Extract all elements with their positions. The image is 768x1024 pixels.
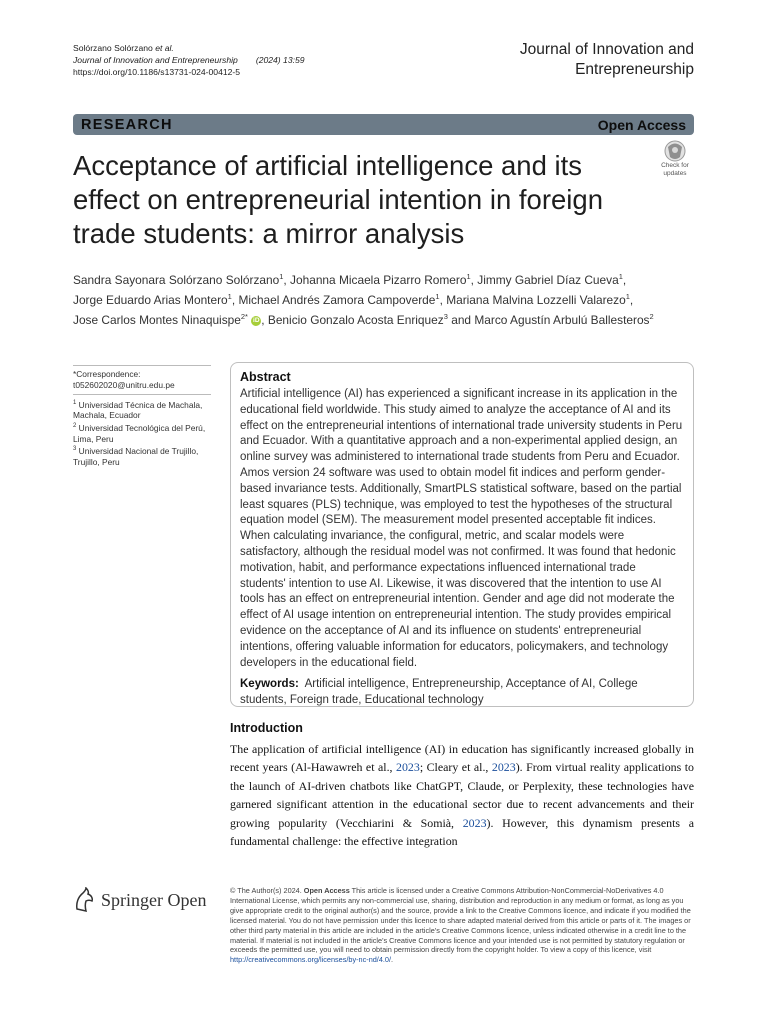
abstract-heading: Abstract	[240, 370, 291, 384]
journal-name-line2: Entrepreneurship	[575, 61, 694, 78]
keywords	[240, 677, 684, 709]
author-list: Sandra Sayonara Solórzano Solórzano$^1$, Johanna Micaela Pizarro Romero$^1$, Jimmy Gabriel Díaz Cueva$^1$, Jorge Eduardo Arias Montero$^1$, Michael Andrés Zamora Campoverde$^1$, Mariana Malvina Lozzelli Valarezo$^1$, Jose Carlos Montes Ninaquispe$^{2*}$ iD , Benicio Gonzalo Acosta Enriquez$^3$ and Marco Agustín Arbulú Ballesteros$^2$	[73, 272, 654, 327]
check-for-updates-label	[655, 162, 695, 177]
author[interactable]: Marco Agustín Arbulú Ballesteros$^2$	[474, 312, 654, 327]
abstract-text: Artificial intelligence (AI) has experienced a significant increase in its application in the educational field worldwide. This study aimed to analyze the acceptance of AI and its effect on the entrepreneurial intentions of international trade university students in Peru and Ecuador. With a quantitative approach and a non-experimental applied design, an online survey was administered to international trade students from Peru and Ecuador. Amos version 24 software was used to obtain model fit indices and perform gender-based invariance tests. Additionally, SmartPLS statistical software, based on the partial least squares (PLS) technique, was employed to test the hypotheses of the structural equation model (SEM). The measurement model presented acceptable fit indices. When calculating invariance, the configural, metric, and scalar models were satisfactory, although the residual model was not confirmed. It was found that hedonic motivation, habit, and performance expectations influenced international trade students' intention to use AI. Likewise, it was discovered that the intention to use AI tools has an effect on entrepreneurial intention. Gender and age did not moderate the effect of AI usage intention on entrepreneurial intention. The study provides empirical evidence on the acceptance of AI and its influence on students' entrepreneurial intentions, offering valuable information for educators, policymakers, and technology developers in the educational field.	[240, 388, 683, 669]
author-connector: and	[451, 313, 472, 327]
author[interactable]: Mariana Malvina Lozzelli Valarezo$^1$	[446, 292, 630, 307]
check-for-updates-icon	[655, 140, 695, 164]
citation-link[interactable]: 2023	[491, 760, 516, 775]
affiliation-item: $^1$ Universidad Técnica de Machala, Machala, Ecuador	[73, 399, 203, 421]
affiliations-sidebar	[73, 362, 211, 468]
correspondence-email[interactable]: t052602020@unitru.edu.pe	[73, 379, 175, 390]
orcid-icon[interactable]: iD	[253, 316, 260, 324]
journal-name-line1: Journal of Innovation and	[519, 41, 694, 58]
author[interactable]: Jimmy Gabriel Díaz Cueva$^1$	[477, 272, 623, 287]
journal-name	[520, 40, 694, 80]
article-type-banner	[73, 114, 694, 135]
author[interactable]: Jose Carlos Montes Ninaquispe$^{2*}$	[73, 312, 248, 327]
check-for-updates-badge[interactable]	[655, 140, 695, 180]
springer-open-logo	[73, 887, 207, 913]
springer-brand-name: Springer Open	[101, 889, 207, 910]
abstract-box	[230, 362, 694, 707]
author[interactable]: Jorge Eduardo Arias Montero$^1$	[73, 292, 232, 307]
author[interactable]: Michael Andrés Zamora Campoverde$^1$	[238, 292, 440, 307]
short-authors: Solórzano Solórzano	[73, 43, 153, 53]
citation-link[interactable]: 2023	[462, 815, 487, 830]
badge-line1: Check for	[661, 162, 689, 169]
author[interactable]: Benicio Gonzalo Acosta Enriquez$^3$	[267, 312, 448, 327]
license-open-access: Open Access	[303, 886, 350, 895]
affiliation-item: $^3$ Universidad Nacional de Trujillo, Trujillo, Peru	[73, 446, 199, 467]
open-access-label: Open Access	[597, 116, 686, 133]
citation-header	[73, 42, 305, 78]
author[interactable]: Sandra Sayonara Solórzano Solórzano$^1$	[73, 272, 284, 287]
et-al: et al.	[155, 43, 174, 53]
year-volume: (2024) 13:59	[255, 55, 305, 65]
keywords-label: Keywords:	[240, 678, 299, 691]
keywords-text: Artificial intelligence, Entrepreneurship, Acceptance of AI, College students, Foreign trade, Educational technology	[240, 678, 638, 707]
license-link[interactable]: http://creativecommons.org/licenses/by-nc-nd/4.0/	[230, 955, 392, 965]
affiliation-item: $^2$ Universidad Tecnológica del Perú, Lima, Peru	[73, 422, 206, 444]
journal-abbrev: Journal of Innovation and Entrepreneurship	[73, 55, 238, 65]
sidebar-divider	[73, 365, 211, 366]
badge-line2: updates	[663, 169, 687, 177]
introduction-heading: Introduction	[230, 721, 303, 735]
springer-horse-icon	[73, 887, 95, 913]
license-text: © The Author(s) 2024. Open Access This article is licensed under a Creative Commons Attribution-NonCommercial-NoDerivatives 4.0 International License, which permits any non-commercial use, sharing, distribution and reproduction in any medium or format, as long as you give appropriate credit to the original author(s) and the source, provide a link to the Creative Commons licence, and indicate if you modified the licensed material. You do not have permission under this licence to share adapted material derived from this article or parts of it. The images or other third party material in this article are included in the article's Creative Commons licence, unless indicated otherwise in a credit line to the material. If material is not included in the article's Creative Commons licence and your intended use is not permitted by statutory regulation or exceeds the permitted use, you will need to obtain permission directly from the copyright holder. To view a copy of this licence, visit http://creativecommons.org/licenses/by-nc-nd/4.0/.	[230, 886, 691, 965]
sidebar-divider	[73, 394, 211, 395]
citation-link[interactable]: 2023	[396, 760, 420, 775]
correspondence-label: *Correspondence:	[73, 369, 141, 379]
doi-link[interactable]: https://doi.org/10.1186/s13731-024-00412-5	[73, 67, 241, 77]
introduction-text: The application of artificial intelligence (AI) in education has significantly increased globally in recent years (Al-Hawawreh et al., 2023; Cleary et al., 2023). From virtual reality applications to the launch of AI-driven chatbots like ChatGPT, Claude, or Perplexity, these technologies have garnered significant attention in the educational sector due to recent advancements and their growing popularity (Vecchiarini & Somià, 2023). However, this dynamism presents a fundamental challenge: the effective integration	[230, 742, 694, 849]
article-type-label: RESEARCH	[81, 116, 173, 133]
author[interactable]: Johanna Micaela Pizarro Romero$^1$	[290, 272, 471, 287]
article-title: Acceptance of artificial intelligence and its effect on entrepreneurial intention in foreign trade students: a mirror analysis	[73, 150, 603, 249]
